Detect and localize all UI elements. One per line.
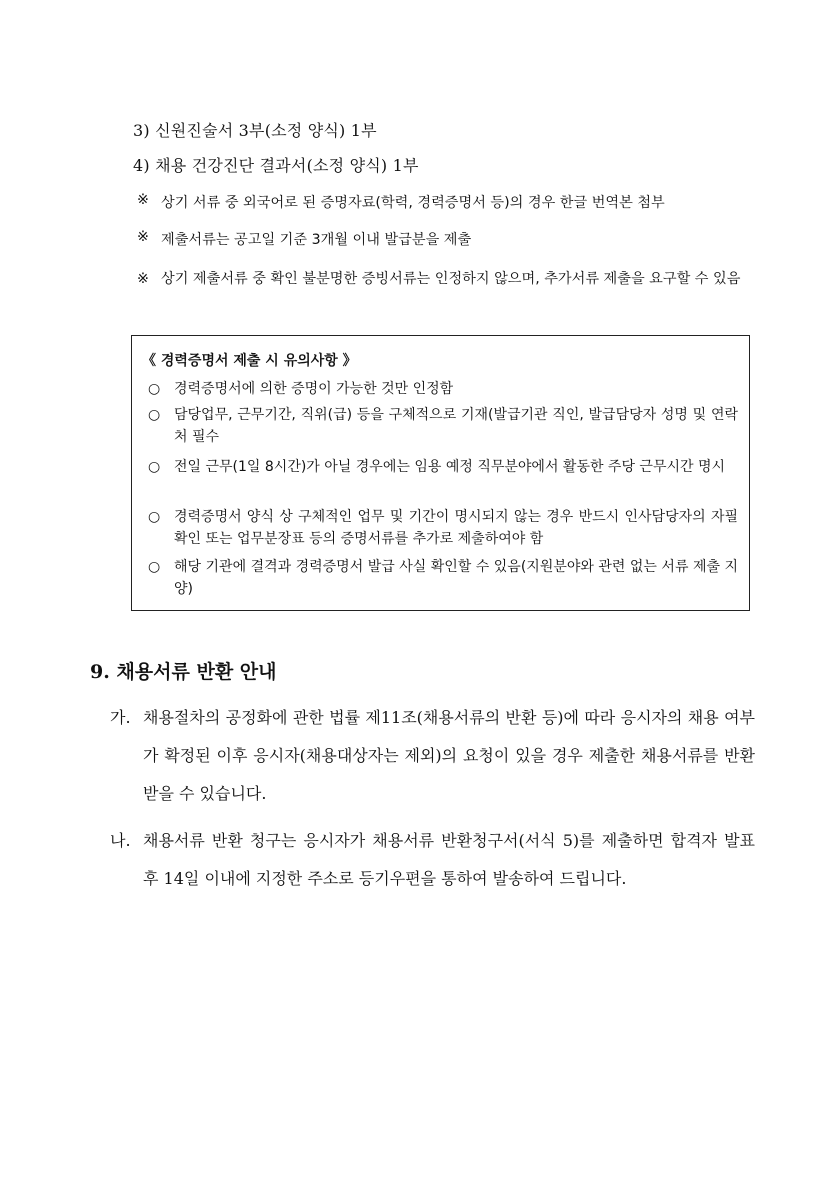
reference-mark: ※ <box>137 229 149 245</box>
list-item-identity-statement: 3) 신원진술서 3부(소정 양식) 1부 <box>133 121 377 140</box>
notice-bullet-text: 전일 근무(1일 8시간)가 아닐 경우에는 임용 예정 직무분야에서 활동한 주당 근무시간 명시 <box>174 459 726 475</box>
reference-mark: ※ <box>137 271 149 287</box>
paragraph-ga <box>110 699 755 813</box>
notice-bullet <box>148 456 738 478</box>
notice-bullet <box>148 506 738 550</box>
note-unverified-documents <box>137 264 759 294</box>
notice-bullet-text: 담당업무, 근무기간, 직위(급) 등을 구체적으로 기재(발급기관 직인, 발급담당자 성명 및 연락처 필수 <box>174 407 738 445</box>
reference-mark: ※ <box>137 192 149 208</box>
note-issue-date <box>137 229 755 249</box>
notice-bullet <box>148 556 738 600</box>
paragraph-label: 나. <box>110 831 131 850</box>
notice-bullet-text: 경력증명서에 의한 증명이 가능한 것만 인정함 <box>174 381 454 397</box>
notice-bullet <box>148 404 738 448</box>
paragraph-na <box>110 822 755 898</box>
note-text: 상기 제출서류 중 확인 불분명한 증빙서류는 인정하지 않으며, 추가서류 제출을 요구할 수 있음 <box>161 271 741 287</box>
notice-bullet <box>148 378 738 400</box>
circle-bullet-icon: ○ <box>148 509 161 525</box>
note-text: 상기 서류 중 외국어로 된 증명자료(학력, 경력증명서 등)의 경우 한글 번역본 첨부 <box>161 195 665 211</box>
list-item-health-check: 4) 채용 건강진단 결과서(소정 양식) 1부 <box>133 156 419 175</box>
section-heading: 9. 채용서류 반환 안내 <box>90 661 277 683</box>
notice-bullet-text: 경력증명서 양식 상 구체적인 업무 및 기간이 명시되지 않는 경우 반드시 인사담당자의 자필 확인 또는 업무분장표 등의 증명서류를 추가로 제출하여야 함 <box>174 509 738 547</box>
circle-bullet-icon: ○ <box>148 559 161 575</box>
notice-box-title: 《 경력증명서 제출 시 유의사항 》 <box>142 353 357 369</box>
notice-bullet-text: 해당 기관에 결격과 경력증명서 발급 사실 확인할 수 있음(지원분야와 관련 없는 서류 제출 지양) <box>174 559 738 597</box>
paragraph-label: 가. <box>110 708 131 727</box>
paragraph-text: 채용절차의 공정화에 관한 법률 제11조(채용서류의 반환 등)에 따라 응시자의 채용 여부가 확정된 이후 응시자(채용대상자는 제외)의 요청이 있을 경우 제출한 채용서류를 반환 받을 수 있습니다. <box>143 708 755 803</box>
note-foreign-documents <box>137 192 755 212</box>
circle-bullet-icon: ○ <box>148 381 161 397</box>
note-text: 제출서류는 공고일 기준 3개월 이내 발급분을 제출 <box>161 232 472 248</box>
career-certificate-notice-box <box>131 335 750 611</box>
circle-bullet-icon: ○ <box>148 459 161 475</box>
circle-bullet-icon: ○ <box>148 407 161 423</box>
paragraph-text: 채용서류 반환 청구는 응시자가 채용서류 반환청구서(서식 5)를 제출하면 합격자 발표 후 14일 이내에 지정한 주소로 등기우편을 통하여 발송하여 드립니다. <box>143 831 755 888</box>
